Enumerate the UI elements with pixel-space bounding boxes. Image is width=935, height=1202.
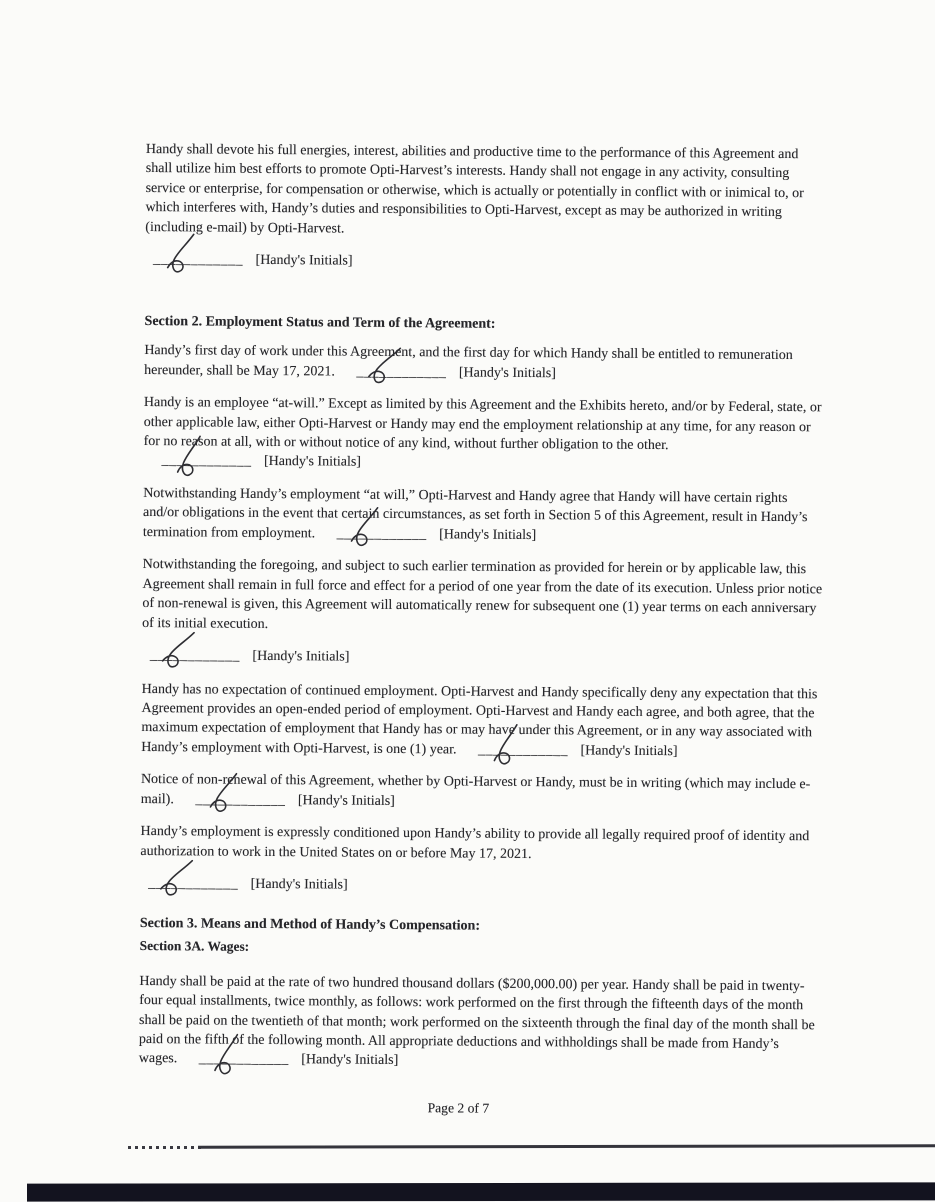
section-2-heading: Section 2. Employment Status and Term of the Agreement: bbox=[144, 313, 496, 332]
paragraph-text: Notice of non-renewal of this Agreement, whether by Opti-Harvest or Handy, must be in writing (which may include e-mail). bbox=[140, 772, 811, 808]
initials-line bbox=[161, 454, 361, 471]
initials-label: [Handy's Initials] bbox=[458, 365, 556, 381]
initials-blank-wrap bbox=[150, 646, 240, 666]
section-3-heading: Section 3. Means and Method of Handy’s Compensation: bbox=[139, 915, 481, 934]
paragraph-one-year-term bbox=[142, 555, 823, 638]
initials-label: [Handy's Initials] bbox=[580, 743, 678, 760]
initials-label: [Handy's Initials] bbox=[301, 1052, 399, 1069]
paragraph-work-authorization bbox=[140, 822, 820, 866]
paragraph-text: Handy’s employment is expressly conditioned upon Handy’s ability to provide all legally required proof of identity and authorization to work in the United States on or before May 17, 2021. bbox=[140, 824, 810, 862]
paragraph-text: Handy’s first day of work under this Agreement, and the first day for which Handy shall be entitled to remuneration hereunder, shall be May 17, 2021. bbox=[144, 343, 793, 380]
initials-blank: ____________ bbox=[477, 742, 569, 759]
document-page bbox=[138, 140, 826, 1121]
initials-line bbox=[199, 1052, 399, 1069]
paragraph-text: Notwithstanding the foregoing, and subject to such earlier termination as provided for herein or by applicable law, this Agreement shall remain in full force and effect for a period of one year from the date of its execution. Unless prior notice of non-renewal is given, this Agreement will automatically renew for subsequent one (1) year terms on each anniversary of its initial execution. bbox=[142, 557, 823, 632]
initials-blank-wrap bbox=[199, 1050, 289, 1070]
initials-line bbox=[148, 874, 820, 899]
initials-blank: ____________ bbox=[198, 1051, 289, 1068]
scan-bar-artifact bbox=[27, 1182, 935, 1201]
scan-line-artifact bbox=[198, 1144, 935, 1149]
scan-dotted-line-artifact bbox=[128, 1146, 202, 1149]
initials-blank: ____________ bbox=[356, 364, 447, 380]
initials-line bbox=[150, 646, 822, 671]
initials-line bbox=[195, 792, 395, 809]
paragraph-text: Handy shall be paid at the rate of two hundred thousand dollars ($200,000.00) per year. Handy shall be paid in twenty-four equal installments, twice monthly, as follows: work performed on the first through the fifteenth days of the month shall be paid on the twentieth of that month; work performed on the sixteenth through the final day of the month shall be paid on the fifth of the following month. All appropriate deductions and withholdings shall be made from Handy’s wages. bbox=[138, 973, 815, 1067]
initials-blank-wrap bbox=[153, 250, 243, 270]
initials-blank-wrap bbox=[161, 452, 251, 472]
initials-blank: ____________ bbox=[149, 648, 241, 664]
initials-line bbox=[153, 250, 825, 275]
paragraph-non-renewal-notice bbox=[141, 770, 821, 814]
paragraph-wages bbox=[139, 972, 820, 1075]
initials-label: [Handy's Initials] bbox=[263, 454, 362, 471]
paragraph-at-will bbox=[143, 393, 824, 476]
paragraph-termination-rights bbox=[143, 484, 823, 548]
initials-label: [Handy's Initials] bbox=[439, 527, 537, 543]
paragraph-text: Handy shall devote his full energies, interest, abilities and productive time to the performance of this Agreement and shall utilize him best efforts to promote Opti-Harvest’s interests. Handy shall not engage in any activity, consulting service or enterprise, for compensation or otherwise, which is actually or potentially in conflict with or inimical to, or which interferes with, Handy’s duties and responsibilities to Opti-Harvest, except as may be authorized in writing (including e-mail) by Opti-Harvest. bbox=[145, 141, 804, 237]
paragraph-text: Handy has no expectation of continued employment. Opti-Harvest and Handy specifically deny any expectation that this Agreement provides an open-ended period of employment. Opti-Harvest and Handy each agree, and both agree, that the maximum expectation of employment that Handy has or may have under this Agreement, or in any way associated with Handy’s employment with Opti-Harvest, is one (1) year. bbox=[141, 681, 818, 758]
initials-line bbox=[356, 364, 556, 381]
paragraph-no-expectation bbox=[141, 679, 822, 762]
page-footer: Page 2 of 7 bbox=[427, 1100, 490, 1116]
paragraph-first-day bbox=[144, 341, 824, 385]
initials-line bbox=[337, 526, 537, 543]
initials-blank-wrap bbox=[148, 874, 238, 894]
initials-blank: ____________ bbox=[336, 526, 427, 543]
paragraph-full-energies bbox=[145, 140, 826, 243]
initials-blank-wrap bbox=[337, 524, 427, 544]
initials-blank: ____________ bbox=[153, 252, 244, 269]
initials-blank-wrap bbox=[195, 790, 285, 810]
paragraph-text: Handy is an employee “at-will.” Except as limited by this Agreement and the Exhibits hereto, and/or by Federal, state, or other applicable law, either Opti-Harvest or Handy may end the employment relationship at any time, for any reason or for no reason at all, with or without notice of any kind, without further obligation to the other. bbox=[143, 395, 822, 454]
initials-line bbox=[478, 743, 678, 760]
initials-blank: ____________ bbox=[195, 792, 286, 808]
paragraph-text: Notwithstanding Handy’s employment “at will,” Opti-Harvest and Handy agree that Handy will have certain rights and/or obligations in the event that certain circumstances, as set forth in Section 5 of this Agreement, result in Handy’s termination from employment. bbox=[142, 485, 808, 542]
initials-blank: ____________ bbox=[148, 876, 239, 892]
initials-label: [Handy's Initials] bbox=[255, 253, 353, 269]
initials-label: [Handy's Initials] bbox=[297, 792, 395, 809]
initials-label: [Handy's Initials] bbox=[250, 876, 348, 893]
section-3a-heading: Section 3A. Wages: bbox=[139, 938, 250, 954]
initials-label: [Handy's Initials] bbox=[252, 648, 350, 665]
initials-blank-wrap bbox=[356, 362, 446, 382]
initials-blank-wrap bbox=[478, 741, 568, 761]
initials-blank: ____________ bbox=[161, 453, 252, 470]
